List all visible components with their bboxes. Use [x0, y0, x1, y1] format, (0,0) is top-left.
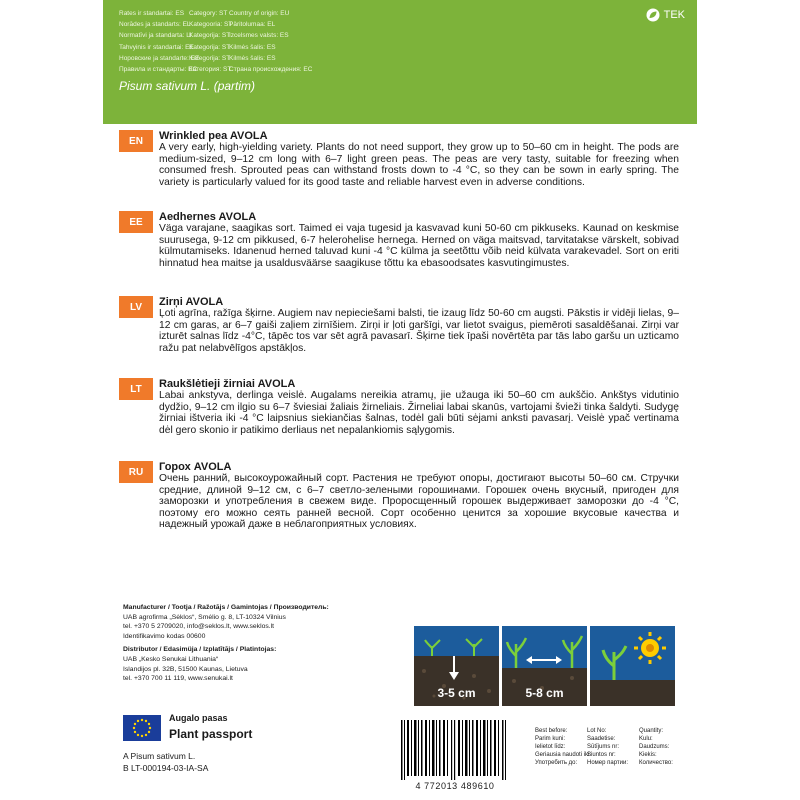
- header-standards-column: [119, 8, 199, 75]
- lot-number-column: [587, 727, 628, 767]
- header-text: Правила и стандарты: ЕС: [119, 65, 198, 73]
- barcode-icon: [399, 720, 509, 780]
- header-text: Hоровские ja standarte: EE: [119, 54, 200, 62]
- lang-badge-ee: EE: [119, 211, 153, 233]
- header-category-column: [189, 8, 232, 75]
- brand-logo: [646, 8, 685, 22]
- info-label: Kulu:: [639, 736, 653, 742]
- seed-packet-back: [103, 0, 697, 800]
- info-label: Parim kuni:: [535, 736, 566, 742]
- section-body: [159, 211, 679, 269]
- plant-spacing-panel: [502, 626, 587, 706]
- header-text: Tahvyinis ir standartai: EE: [119, 43, 194, 51]
- passport-species: A Pisum sativum L.: [123, 751, 196, 761]
- sun-panel: [590, 626, 675, 706]
- header-text: Norādes ja standarts: EL: [119, 21, 191, 29]
- header-text: Kategorija: ST: [189, 43, 231, 51]
- section-body: [159, 130, 679, 188]
- barcode: [399, 720, 509, 780]
- distributor-contact: tel. +370 700 11 119, www.senukai.lt: [123, 675, 233, 683]
- header-text: Kilmės šalis: ES: [229, 43, 276, 51]
- lang-badge-lv: LV: [119, 296, 153, 318]
- section-body: [159, 378, 679, 436]
- manufacturer-contact: tel. +370 5 2709020, info@seklos.lt, www.seklos.lt: [123, 623, 275, 631]
- lang-badge-lt: LT: [119, 378, 153, 400]
- variety-title: Aedhernes AVOLA: [159, 211, 257, 223]
- passport-registration: B LT-000194-03-IA-SA: [123, 763, 209, 773]
- lang-badge-ru: RU: [119, 461, 153, 483]
- lang-badge-en: EN: [119, 130, 153, 152]
- header-text: Rates ir standartai: ES: [119, 10, 185, 17]
- distributor-name: UAB „Kesko Senukai Lithuania“: [123, 655, 219, 663]
- variety-description: A very early, high-yielding variety. Plants do not need support, they grow up to 50–60 cm in height. The pods are medium-sized, 9–12 cm long with 6–7 light green peas. The peas are very tasty, suitable for freezing when consumed fresh. Sprouted peas can withstand frosts down to -4 °C, so they can be sown in early spring. The variety is particularly valued for its good taste and reliable harvest even in adverse conditions.: [159, 142, 679, 188]
- header-text: Kategooria: ST: [189, 21, 233, 29]
- section-body: [159, 296, 679, 354]
- manufacturer-address: UAB agrofirma „Sėklos“, Smėlio g. 8, LT-10324 Vilnius: [123, 613, 286, 621]
- header-text: Kategorija: ST: [189, 54, 231, 62]
- brand-name: TEK: [663, 9, 685, 21]
- header-band: [103, 0, 697, 124]
- sun-icon: [590, 626, 675, 706]
- variety-title: Горох AVOLA: [159, 461, 232, 473]
- company-info: [123, 603, 423, 684]
- header-text: Izcelsmes valsts: ES: [229, 32, 289, 40]
- manufacturer-code: Identifikavimo kodas 00600: [123, 632, 206, 640]
- distributor-address: Islandijos pl. 32B, 51500 Kaunas, Lietuva: [123, 665, 248, 673]
- section-body: [159, 461, 679, 531]
- variety-description: Очень ранний, высокоурожайный сорт. Растения не требуют опоры, достигают высоты 50–60 см. Стручки средние, длиной 9–12 см, с 6–7 светло-зелеными горошинами. Горошек очень вкусный, пригоден для заморозки и употребления в свежем виде. Проросщенный горошек выдерживает заморозки до -4 °C, поэтому его можно сеять ранней весной. Сорт особенно ценится за хорошие вкусовые качества и надежный урожай даже в неблагоприятных условиях.: [159, 473, 679, 530]
- variety-title: Wrinkled pea AVOLA: [159, 130, 268, 142]
- variety-description: Väga varajane, saagikas sort. Taimed ei vaja tugesid ja kasvavad kuni 50-60 cm pikkuseks. Kaunad on keskmise suurusega, 9-12 cm pikkused, 6-7 helerohelise hernega. Herned on väga maitsvad, tarvitatakse värskelt, sobivad külmutamiseks. Idanenud herned taluvad kuni -4 °C külma ja seetõttu võib neid külvata varakevadel. Sort on eriti hinnatud hea maitse ja usaldusväärse saagikuse tõttu ka ebasoodsates kasvutingimustes.: [159, 223, 679, 269]
- info-label: Daudzums:: [639, 744, 670, 750]
- info-label: Употребить до:: [535, 760, 578, 766]
- variety-title: Zirņi AVOLA: [159, 296, 224, 308]
- header-origin-column: [229, 8, 312, 75]
- plant-spacing-label: 5-8 cm: [525, 686, 564, 700]
- header-text: Country of origin: EU: [229, 10, 290, 17]
- info-label: Sūtījums nr:: [587, 744, 620, 750]
- eu-flag-icon: [123, 715, 161, 741]
- passport-title-en: Plant passport: [169, 727, 253, 741]
- barcode-digits: 4 772013 489610: [415, 781, 495, 791]
- header-text: Страна происхождения: ЕС: [229, 65, 313, 73]
- header-text: Kategorija: ST: [189, 32, 231, 40]
- header-text: Normatīvi ja standarta: LI: [119, 32, 192, 40]
- variety-description: Labai ankstyva, derlinga veislė. Augalams nereikia atramų, jie užauga iki 50–60 cm aukščio. Ankštys vidutinio dydžio, 9–12 cm ilgio su 6–7 šviesiai žaliais žirneliais. Žirneliai labai skanūs, vartojami švieži tinka šaldyti. Sudygę žirniai ištveria iki -4 °C laipsnius siekiančias šalnas, todėl gali būti sėjami anksti pavasarį. Veislė ypač vertinama dėl gero skonio ir patikimo derliaus net nepalankiomis sąlygomis.: [159, 390, 679, 436]
- info-label: Best before:: [535, 728, 568, 734]
- info-label: Kiekis:: [639, 752, 657, 758]
- info-label: Saadetise:: [587, 736, 616, 742]
- latin-name: Pisum sativum L. (partim): [119, 79, 256, 93]
- leaf-icon: [646, 8, 660, 22]
- info-label: Siuntos nr:: [587, 752, 616, 758]
- variety-title: Raukšlėtieji žirniai AVOLA: [159, 378, 296, 390]
- header-text: Категория: ST: [189, 65, 232, 73]
- header-text: Kilmės šalis: ES: [229, 54, 276, 62]
- info-label: Ielietot līdz:: [535, 744, 566, 750]
- info-label: Quantity:: [639, 728, 664, 734]
- variety-description: Ļoti agrīna, ražīga šķirne. Augiem nav nepieciešami balsti, tie izaug līdz 50-60 cm augsti. Pākstis ir vidēji lielas, 9–12 cm garas, ar 6–7 gaiši zaļiem zirnīšiem. Zirņi ir ļoti garšīgi, var lietot svaigus, piemēroti sasaldēšanai. Zirņi var izturēt salnas līdz -4°C, tāpēc tos var sēt agrā pavasarī. Šķirne tiek īpaši novērtēta par tās labo garšu un uzticamo ražu pat nelabvēlīgos apstākļos.: [159, 308, 679, 354]
- sowing-depth-panel: [414, 626, 499, 706]
- info-label: Lot No:: [587, 728, 607, 734]
- distributor-heading: Distributor / Edasimüja / Izplatītājs / Platintojas:: [123, 646, 277, 654]
- header-text: Category: ST: [189, 10, 228, 17]
- quantity-column: [639, 727, 673, 767]
- best-before-column: [535, 727, 591, 767]
- sowing-depth-label: 3-5 cm: [437, 686, 476, 700]
- passport-title-lt: Augalo pasas: [169, 713, 228, 723]
- info-label: Номер партии:: [587, 760, 629, 766]
- header-text: Päritolumaa: EL: [229, 21, 276, 29]
- manufacturer-heading: Manufacturer / Tootja / Ražotājs / Gamintojas / Производитель:: [123, 604, 329, 611]
- info-label: Количество:: [639, 760, 673, 766]
- info-label: Geriausia naudoti iki:: [535, 752, 592, 758]
